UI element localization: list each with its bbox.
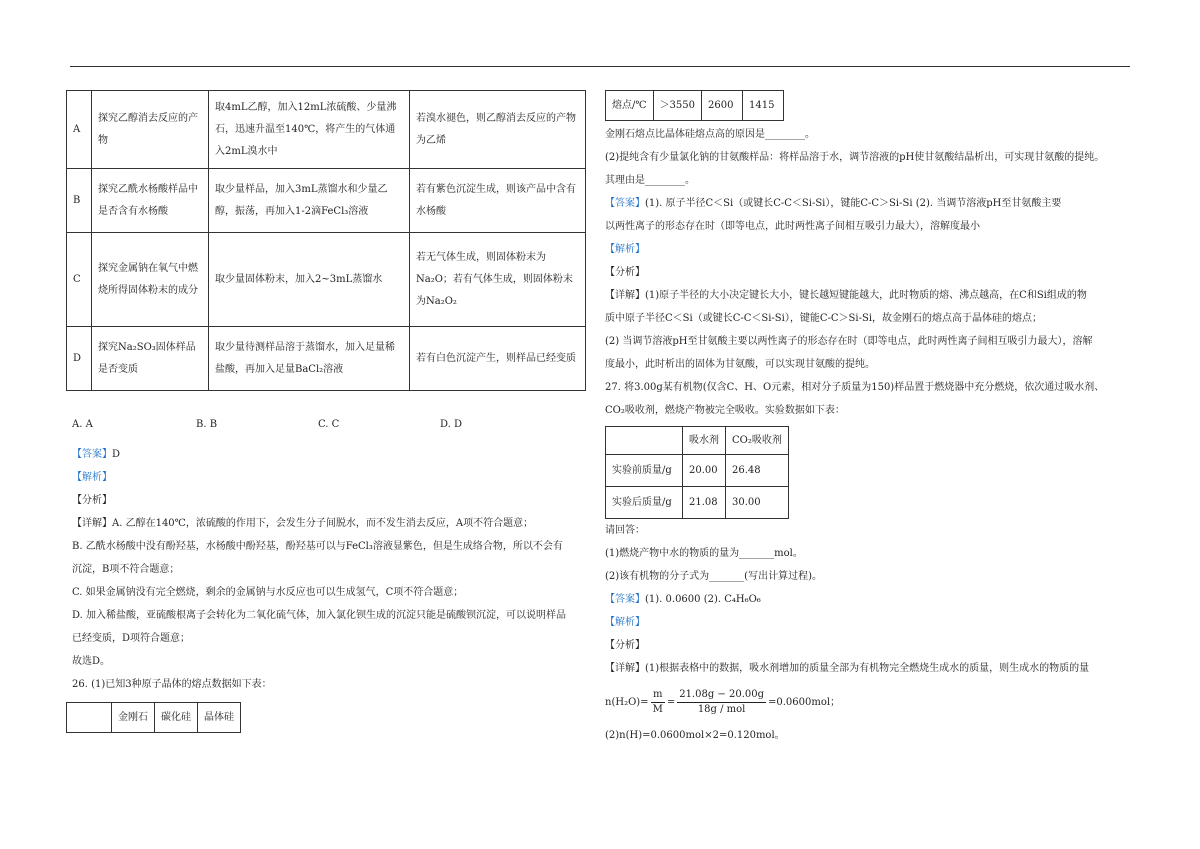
table-row xyxy=(67,233,586,327)
method-cell: 取少量样品，加入3mL蒸馏水和少量乙醇，振荡，再加入1-2滴FeCl₃溶液 xyxy=(209,169,410,233)
analysis-tag: 【解析】 xyxy=(605,617,645,628)
fenxi-heading: 【分析】 xyxy=(605,267,645,278)
table-row xyxy=(606,455,789,487)
crystal-table-row xyxy=(605,90,784,121)
table-row xyxy=(606,427,789,455)
header-cell: CO₂吸收剂 xyxy=(726,427,789,455)
experiment-table xyxy=(66,90,586,391)
fenxi-heading: 【分析】 xyxy=(605,640,645,651)
conclusion-cell: 若有紫色沉淀生成，则该产品中含有水杨酸 xyxy=(410,169,586,233)
q27-subq1: (1)燃烧产物中水的物质的量为_______mol。 xyxy=(605,548,803,559)
table-row xyxy=(67,169,586,233)
header-cell: 金刚石 xyxy=(112,703,155,733)
row-label: A xyxy=(67,91,92,169)
table-row xyxy=(606,91,784,121)
q27-ask: 请回答： xyxy=(605,525,645,536)
right-column xyxy=(605,90,1130,747)
header-cell xyxy=(67,703,112,733)
answer-options xyxy=(66,419,586,443)
hydrogen-line: (2)n(H)=0.0600mol×2=0.120mol。 xyxy=(605,730,785,741)
header-cell: 晶体硅 xyxy=(198,703,241,733)
table-row xyxy=(67,91,586,169)
conclusion-cell: 若有白色沉淀产生，则样品已经变质 xyxy=(410,327,586,391)
answer-tag: 【答案】 xyxy=(605,198,645,209)
row-label: B xyxy=(67,169,92,233)
absorbent-table xyxy=(605,426,789,519)
q27-stem-cont: CO₂吸收剂，燃烧产物被完全吸收。实验数据如下表： xyxy=(605,405,845,416)
q26-answer xyxy=(605,192,1130,215)
answer-line xyxy=(66,443,586,466)
purpose-cell: 探究金属钠在氧气中燃烧所得固体粉末的成分 xyxy=(92,233,209,327)
row-cell: 2600 xyxy=(702,91,743,121)
frac-num: 21.08g − 20.00g xyxy=(677,688,766,703)
option-c: C. C xyxy=(318,419,340,430)
q27-answer xyxy=(605,588,1130,611)
option-d: D. D xyxy=(440,419,463,430)
table-row xyxy=(67,327,586,391)
method-cell: 取4mL乙醇，加入12mL浓硫酸、少量沸石，迅速升温至140℃，将产生的气体通入2mL溴水中 xyxy=(209,91,410,169)
purpose-cell: 探究乙酰水杨酸样品中是否含有水杨酸 xyxy=(92,169,209,233)
table-row xyxy=(67,703,241,733)
fenxi-heading: 【分析】 xyxy=(72,495,112,506)
answer-value: D xyxy=(112,449,121,460)
purpose-cell: 探究乙醇消去反应的产物 xyxy=(92,91,209,169)
row-cell: 熔点/℃ xyxy=(606,91,654,121)
crystal-table-header xyxy=(66,702,241,733)
row-cell: ＞3550 xyxy=(653,91,701,121)
detail-line: B. 乙酰水杨酸中没有酚羟基，水杨酸中酚羟基，酚羟基可以与FeCl₃溶液显紫色，但是生成络合物，所以不会有 xyxy=(72,541,563,552)
row-cell: 实验后质量/g xyxy=(606,487,683,519)
analysis-tag: 【解析】 xyxy=(605,244,645,255)
purpose-cell: 探究Na₂SO₃固体样品是否变质 xyxy=(92,327,209,391)
detail-line: 【详解】A. 乙醇在140℃，浓硫酸的作用下，会发生分子间脱水，而不发生消去反应，A项不符合题意； xyxy=(72,518,534,529)
option-a: A. A xyxy=(72,419,93,430)
left-column xyxy=(66,90,586,733)
formula-result: =0.0600mol； xyxy=(768,697,841,708)
detail-line: C. 如果金属钠没有完全燃烧，剩余的金属钠与水反应也可以生成氢气，C项不符合题意； xyxy=(72,587,464,598)
detail-line: 沉淀，B项不符合题意； xyxy=(72,564,180,575)
detail-line: 【详解】(1)根据表格中的数据，吸水剂增加的质量全部为有机物完全燃烧生成水的质量，则生成水的物质的量 xyxy=(605,663,1090,674)
row-cell: 20.00 xyxy=(683,455,726,487)
row-cell: 30.00 xyxy=(726,487,789,519)
detail-line: 故选D。 xyxy=(72,656,111,667)
q26-subq2-cont: 其理由是________。 xyxy=(605,175,695,186)
fraction-m-over-M xyxy=(651,688,665,717)
q26-subq1: 金刚石熔点比晶体硅熔点高的原因是________。 xyxy=(605,129,815,140)
fraction-values xyxy=(677,688,766,717)
table-row xyxy=(606,487,789,519)
row-cell: 21.08 xyxy=(683,487,726,519)
frac-num: m xyxy=(651,688,665,703)
answer-value: (1). 原子半径C＜Si（或键长C-C＜Si-Si），键能C-C＞Si-Si (2). 当调节溶液pH至甘氨酸主要 xyxy=(645,198,1062,209)
detail-line: 度最小，此时析出的固体为甘氨酸，可以实现甘氨酸的提纯。 xyxy=(605,359,875,370)
answer-tag: 【答案】 xyxy=(605,594,645,605)
answer-tag: 【答案】 xyxy=(72,449,112,460)
row-cell: 实验前质量/g xyxy=(606,455,683,487)
q26-subq2: (2)提纯含有少量氯化钠的甘氨酸样品：将样品溶于水，调节溶液的pH使甘氨酸结晶析出，可实现甘氨酸的提纯。 xyxy=(605,152,1105,163)
conclusion-cell: 若溴水褪色，则乙醇消去反应的产物为乙烯 xyxy=(410,91,586,169)
conclusion-cell: 若无气体生成，则固体粉末为Na₂O；若有气体生成，则固体粉末为Na₂O₂ xyxy=(410,233,586,327)
detail-line: 【详解】(1)原子半径的大小决定键长大小，键长越短键能越大，此时物质的熔、沸点越高，在C和Si组成的物 xyxy=(605,290,1087,301)
answer-cont: 以两性离子的形态存在时（即等电点，此时两性离子间相互吸引力最大），溶解度最小 xyxy=(605,221,980,232)
detail-line: D. 加入稀盐酸，亚硫酸根离子会转化为二氧化硫气体，加入氯化钡生成的沉淀只能是硫酸钡沉淀，可以说明样品 xyxy=(72,610,567,621)
formula-lhs: n(H₂O)= xyxy=(605,697,649,708)
option-b: B. B xyxy=(196,419,218,430)
header-cell: 吸水剂 xyxy=(683,427,726,455)
row-cell: 1415 xyxy=(743,91,784,121)
detail-line: 质中原子半径C＜Si（或键长C-C＜Si-Si），键能C-C＞Si-Si，故金刚石的熔点高于晶体硅的熔点； xyxy=(605,313,1043,324)
row-label: C xyxy=(67,233,92,327)
detail-line: 已经变质，D项符合题意； xyxy=(72,633,191,644)
detail-line: (2) 当调节溶液pH至甘氨酸主要以两性离子的形态存在时（即等电点，此时两性离子间相互吸引力最大），溶解 xyxy=(605,336,1093,347)
method-cell: 取少量固体粉末，加入2~3mL蒸馏水 xyxy=(209,233,410,327)
frac-den: M xyxy=(652,704,663,715)
answer-value: (1). 0.0600 (2). C₄H₆O₆ xyxy=(645,594,761,605)
header-cell xyxy=(606,427,683,455)
water-formula: n(H₂O)= $\frac{m}{M}$ = $\frac{21.08g - 20.00g}{\text{18g / mol}}$ =0.0600mol； xyxy=(605,689,841,715)
q26-stem: 26. (1)已知3种原子晶体的熔点数据如下表： xyxy=(72,679,272,690)
row-cell: 26.48 xyxy=(726,455,789,487)
frac-den: 18g / mol xyxy=(697,704,746,715)
header-rule xyxy=(70,66,1130,67)
q27-subq2: (2)该有机物的分子式为_______(写出计算过程)。 xyxy=(605,571,822,582)
row-label: D xyxy=(67,327,92,391)
method-cell: 取少量待测样品溶于蒸馏水，加入足量稀盐酸，再加入足量BaCl₂溶液 xyxy=(209,327,410,391)
q27-stem: 27. 将3.00g某有机物(仅含C、H、O元素，相对分子质量为150)样品置于燃烧器中充分燃烧，依次通过吸水剂、 xyxy=(605,382,1105,393)
header-cell: 碳化硅 xyxy=(155,703,198,733)
analysis-tag: 【解析】 xyxy=(72,472,112,483)
